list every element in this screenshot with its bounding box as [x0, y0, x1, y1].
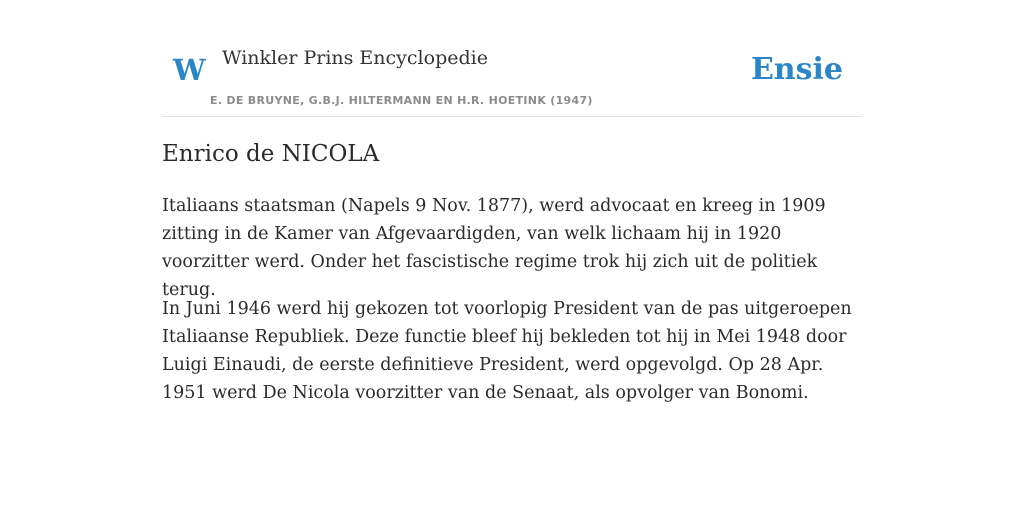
article-title: Enrico de NICOLA: [162, 141, 380, 167]
encyclopedia-authors: E. DE BRUYNE, G.B.J. HILTERMANN EN H.R. HOETINK (1947): [210, 94, 593, 107]
article-paragraph: Italiaans staatsman (Napels 9 Nov. 1877), werd advocaat en kreeg in 1909 zitting in de Kamer van Afgevaardigden, van welk lichaam hij in 1920 voorzitter werd. Onder het fascistische regime trok hij zich uit de politiek terug.: [162, 196, 826, 300]
header: [162, 0, 862, 117]
page: [162, 0, 862, 512]
encyclopedia-title[interactable]: Winkler Prins Encyclopedie: [222, 47, 488, 69]
article-paragraph: In Juni 1946 werd hij gekozen tot voorlopig President van de pas uitgeroepen Italiaanse Republiek. Deze functie bleef hij bekleden tot hij in Mei 1948 door Luigi Einaudi, de eerste definitieve President, werd opgevolgd. Op 28 Apr. 1951 werd De Nicola voorzitter van de Senaat, als opvolger van Bonomi.: [162, 299, 852, 403]
encyclopedia-logo[interactable]: W: [173, 53, 206, 87]
ensie-logo[interactable]: Ensie: [750, 52, 843, 87]
